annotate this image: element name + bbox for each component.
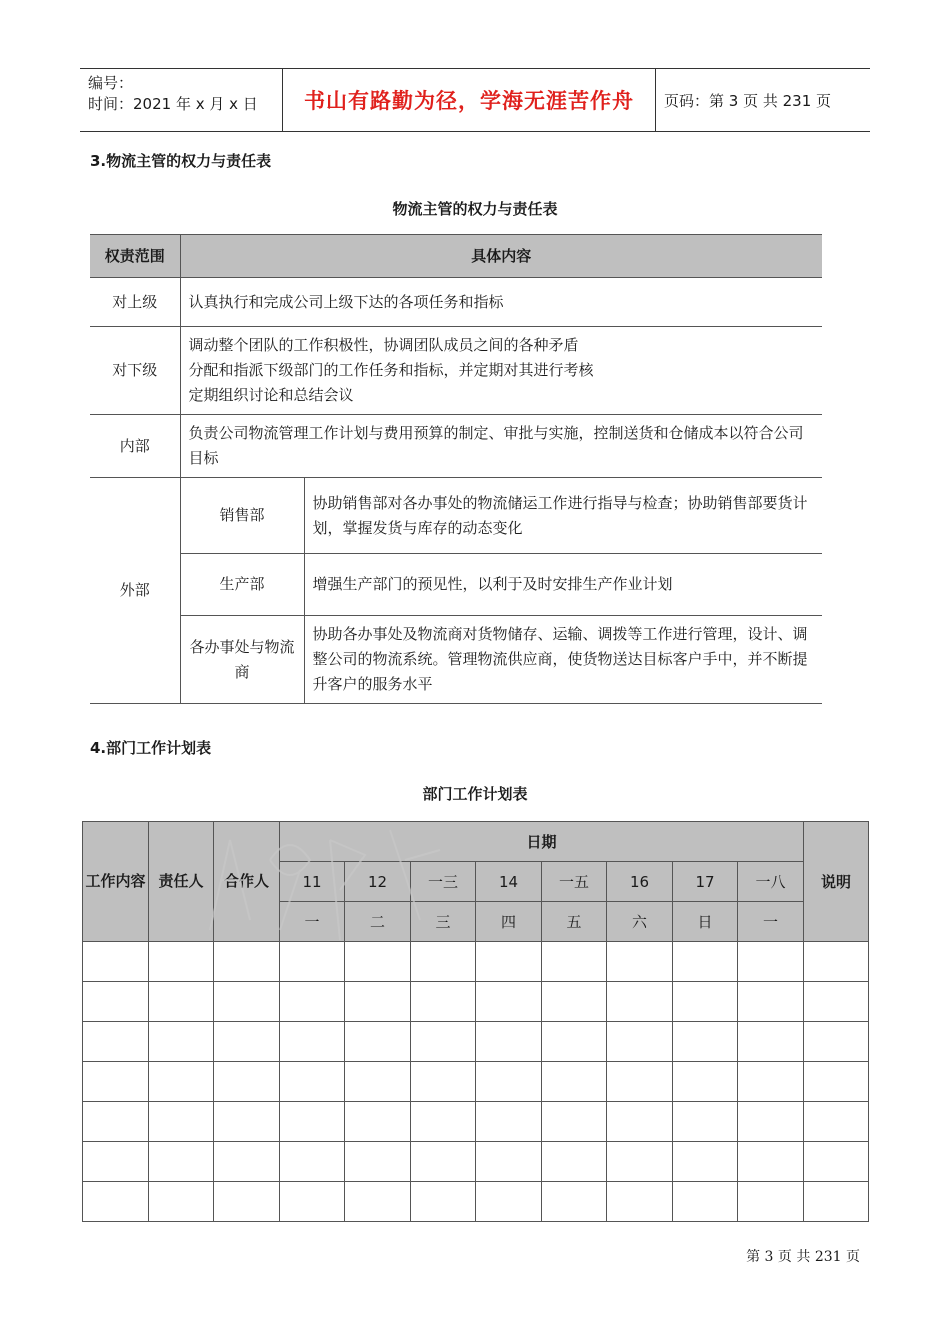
date-cell: 17 [673, 862, 738, 902]
scope-cell: 对下级 [90, 327, 180, 415]
date-cell: 11 [280, 862, 345, 902]
content-cell: 认真执行和完成公司上级下达的各项任务和指标 [180, 278, 822, 327]
weekday-cell: 四 [476, 902, 542, 942]
table-row [90, 327, 822, 415]
authority-table [90, 234, 822, 704]
col-header-partner: 合作人 [214, 822, 280, 942]
table-row [83, 1102, 869, 1142]
work-plan-table [82, 821, 869, 1222]
section3-heading: 3.物流主管的权力与责任表 [90, 152, 272, 170]
header-slogan: 书山有路勤为径，学海无涯苦作舟 [282, 69, 656, 131]
scope-cell: 内部 [90, 415, 180, 478]
table-header-row [83, 822, 869, 862]
table-row [90, 478, 822, 554]
col-header-content: 具体内容 [180, 235, 822, 278]
section3-caption: 物流主管的权力与责任表 [392, 200, 558, 218]
content-cell: 增强生产部门的预见性，以利于及时安排生产作业计划 [304, 554, 822, 616]
table-row [83, 1182, 869, 1222]
date-cell: 14 [476, 862, 542, 902]
date-text: 时间：2021 年 x 月 x 日 [88, 95, 258, 113]
sub-scope-cell: 各办事处与物流商 [180, 616, 304, 704]
content-line: 定期组织讨论和总结会议 [188, 386, 354, 404]
table-row [83, 1022, 869, 1062]
table-row [90, 278, 822, 327]
date-cell: 一三 [411, 862, 476, 902]
weekday-cell: 一 [738, 902, 804, 942]
col-header-date: 日期 [280, 822, 804, 862]
content-line: 分配和指派下级部门的工作任务和指标，并定期对其进行考核 [188, 361, 594, 379]
sub-scope-cell: 销售部 [180, 478, 304, 554]
header-page-info: 页码：第 3 页 共 231 页 [664, 91, 832, 110]
col-header-note: 说明 [804, 822, 869, 942]
date-cell: 12 [345, 862, 411, 902]
section4-heading: 4.部门工作计划表 [90, 739, 212, 757]
scope-cell: 对上级 [90, 278, 180, 327]
table-header-row [90, 235, 822, 278]
weekday-cell: 二 [345, 902, 411, 942]
table-row [83, 982, 869, 1022]
table-row [83, 942, 869, 982]
content-cell: 负责公司物流管理工作计划与费用预算的制定、审批与实施，控制送货和仓储成本以符合公司目标 [180, 415, 822, 478]
table-row [90, 554, 822, 616]
table-row [90, 415, 822, 478]
scope-cell: 外部 [90, 478, 180, 704]
content-cell: 协助各办事处及物流商对货物储存、运输、调拨等工作进行管理，设计、调整公司的物流系统。管理物流供应商，使货物送达目标客户手中，并不断提升客户的服务水平 [304, 616, 822, 704]
section4-caption: 部门工作计划表 [422, 785, 528, 803]
table-row [83, 1062, 869, 1102]
page-footer: 第 3 页 共 231 页 [746, 1249, 860, 1265]
page-header [80, 68, 870, 132]
weekday-cell: 一 [280, 902, 345, 942]
content-cell [180, 327, 822, 415]
col-header-work: 工作内容 [83, 822, 149, 942]
col-header-owner: 责任人 [149, 822, 214, 942]
sub-scope-cell: 生产部 [180, 554, 304, 616]
date-cell: 一八 [738, 862, 804, 902]
table-row [83, 1142, 869, 1182]
col-header-scope: 权责范围 [90, 235, 180, 278]
header-meta [88, 73, 278, 115]
weekday-cell: 五 [542, 902, 607, 942]
date-cell: 一五 [542, 862, 607, 902]
table-row [90, 616, 822, 704]
content-cell: 协助销售部对各办事处的物流储运工作进行指导与检查；协助销售部要货计划，掌握发货与库存的动态变化 [304, 478, 822, 554]
weekday-cell: 日 [673, 902, 738, 942]
content-line: 调动整个团队的工作积极性，协调团队成员之间的各种矛盾 [188, 336, 579, 354]
doc-number-label: 编号： [88, 74, 134, 92]
weekday-cell: 六 [607, 902, 673, 942]
weekday-cell: 三 [411, 902, 476, 942]
date-cell: 16 [607, 862, 673, 902]
